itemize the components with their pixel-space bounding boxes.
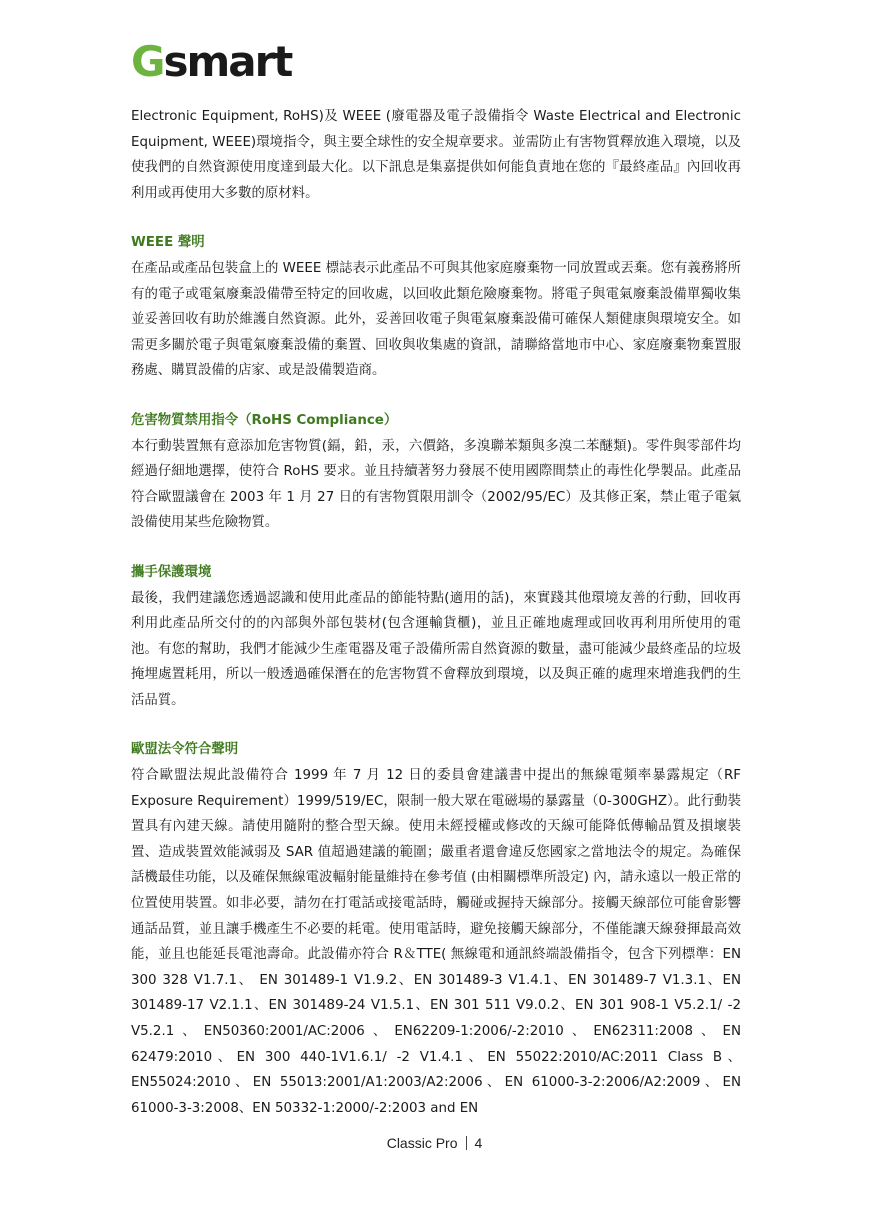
footer-title: Classic Pro bbox=[386, 1135, 458, 1151]
section-paragraph: 最後，我們建議您透過認識和使用此產品的節能特點(適用的話)，來實踐其他環境友善的行動，回收再利用此產品所交付的的內部與外部包裝材(包含運輸貨櫃)，並且正確地處理或回收再利用所使用的電池。有您的幫助，我們才能減少生產電器及電子設備所需自然資源的數量，盡可能減少最終產品的垃圾掩埋處置耗用，所以一般透過確保潛在的危害物質不會釋放到環境，以及與正確的處理來增進我們的生活品質。 bbox=[131, 590, 741, 708]
section-rohs bbox=[131, 408, 741, 536]
svg-text:Gsmart bbox=[131, 38, 293, 84]
section-heading: 危害物質禁用指令（RoHS Compliance） bbox=[131, 412, 398, 428]
section-paragraph: 在產品或產品包裝盒上的 WEEE 標誌表示此產品不可與其他家庭廢棄物一同放置或丟棄。您有義務將所有的電子或電氣廢棄設備帶至特定的回收處，以回收此類危險廢棄物。將電子與電氣廢棄設備單獨收集並妥善回收有助於維護自然資源。此外，妥善回收電子與電氣廢棄設備可確保人類健康與環境安全。如需更多關於電子與電氣廢棄設備的棄置、回收與收集處的資訊，請聯絡當地市中心、家庭廢棄物棄置服務處、購買設備的店家、或是設備製造商。 bbox=[131, 260, 741, 379]
section-heading: 歐盟法令符合聲明 bbox=[131, 742, 239, 758]
document-body bbox=[131, 104, 741, 1145]
page-number: 4 bbox=[474, 1135, 483, 1151]
section-paragraph: 符合歐盟法規此設備符合 1999 年 7 月 12 日的委員會建議書中提出的無線電頻率暴露規定（RF Exposure Requirement）1999/519/EC，限制一般大眾在電磁場的暴露量（0-300GHZ）。此行動裝置具有內建天線。請使用隨附的整合型天線。使用未經授權或修改的天線可能降低傳輸品質及損壞裝置、造成裝置效能減弱及 SAR 值超過建議的範圍；嚴重者還會違反您國家之當地法令的規定。為確保話機最佳功能，以及確保無線電波輻射能量維持在參考值 (由相關標準所設定) 內，請永遠以一般正常的位置使用裝置。如非必要，請勿在打電話或接電話時，觸碰或握持天線部分。接觸天線部位可能會影響通話品質，並且讓手機產生不必要的耗電。使用電話時，避免接觸天線部分，不僅能讓天線發揮最高效能，並且也能延長電池壽命。此設備亦符合 R＆TTE( 無線電和通訊終端設備指令，包含下列標準：EN 300 328 V1.7.1、 EN 301489-1 V1.9.2、EN 301489-3 V1.4.1、EN 301489-7 V1.3.1、EN 301489-17 V2.1.1、EN 301489-24 V1.5.1、EN 301 511 V9.0.2、EN 301 908-1 V5.2.1/ -2 V5.2.1、EN50360:2001/AC:2006、EN62209-1:2006/-2:2010、EN62311:2008、EN 62479:2010、EN 300 440-1V1.6.1/ -2 V1.4.1、EN 55022:2010/AC:2011 Class B、EN55024:2010、EN 55013:2001/A1:2003/A2:2006、EN 61000-3-2:2006/A2:2009、EN 61000-3-3:2008、EN 50332-1:2000/-2:2003 and EN bbox=[131, 768, 741, 1116]
page-footer bbox=[0, 1135, 869, 1151]
section-eu-declaration bbox=[131, 737, 741, 1121]
section-environment bbox=[131, 560, 741, 714]
section-heading: WEEE 聲明 bbox=[131, 235, 205, 251]
logo-letters-smart: smart bbox=[163, 38, 292, 84]
section-heading: 攜手保護環境 bbox=[131, 564, 212, 580]
intro-paragraph: Electronic Equipment, RoHS)及 WEEE (廢電器及電子設備指令 Waste Electrical and Electronic Equipment, WEEE)環境指令，與主要全球性的安全規章要求。並需防止有害物質釋放進入環境，以及使我們的自然資源使用度達到最大化。以下訊息是集嘉提供如何能負責地在您的『最終產品』內回收再利用或再使用大多數的原材料。 bbox=[131, 109, 741, 201]
gsmart-logo bbox=[131, 38, 301, 84]
footer-divider bbox=[466, 1136, 467, 1150]
section-weee bbox=[131, 230, 741, 384]
logo-letter-g: G bbox=[131, 38, 164, 84]
section-paragraph: 本行動裝置無有意添加危害物質(鎘，鉛，汞，六價鉻，多溴聯苯類與多溴二苯醚類)。零件與零部件均經過仔細地選擇，使符合 RoHS 要求。並且持續著努力發展不使用國際間禁止的毒性化學製品。此產品符合歐盟議會在 2003 年 1 月 27 日的有害物質限用訓令（2002/95/EC）及其修正案，禁止電子電氣設備使用某些危險物質。 bbox=[131, 438, 741, 531]
